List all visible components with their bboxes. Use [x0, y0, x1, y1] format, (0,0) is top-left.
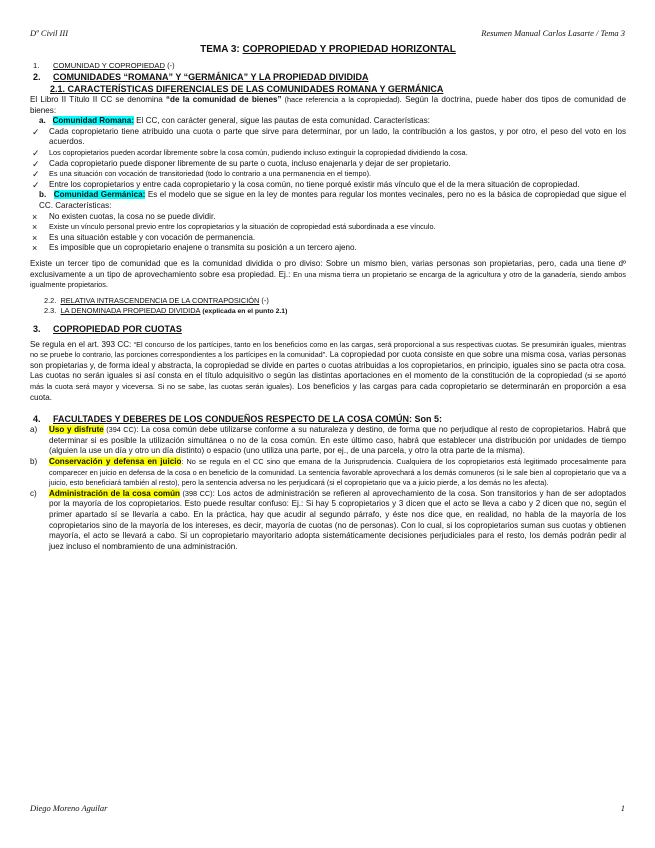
romana-highlight: Comunidad Romana:	[52, 116, 134, 126]
section-2-3-heading: 2.3. LA DENOMINADA PROPIEDAD DIVIDIDA (explicada en el punto 2.1)	[44, 306, 288, 316]
check-icon: ✓	[32, 158, 40, 169]
footer-author: Diego Moreno Aguilar	[30, 803, 108, 813]
page-title	[30, 43, 626, 56]
section-2-1-heading: 2.1. CARACTERÍSTICAS DIFERENCIALES DE LAS COMUNIDADES ROMANA Y GERMÁNICA	[50, 84, 444, 94]
list-item: × Es una situación estable y con vocación de permanencia.	[32, 232, 256, 243]
cross-icon: ×	[32, 232, 38, 243]
list-item: ✓ Es una situación con vocación de transitoriedad (todo lo contrario a una permanencia en el tiempo).	[32, 169, 372, 180]
list-item: ✓ Entre los copropietarios y entre cada copropietario y la cosa común, no tiene porqué existir más vínculo que el de la mera situación de copropiedad.	[32, 179, 580, 190]
list-item: ✓ Cada copropietario puede disponer libremente de su parte o cuota, incluso enajenarla y dejar de ser propietario.	[32, 158, 451, 169]
cross-icon: ×	[32, 243, 38, 254]
uso-highlight: Uso y disfrute	[49, 425, 104, 435]
intro-paragraph: El Libro II Título II CC se denomina “de la comunidad de bienes” (hace referencia a la copropiedad). Según la doctrina, puede haber dos tipos de comunidad de bienes:	[30, 95, 627, 115]
list-item: × No existen cuotas, la cosa no se puede dividir.	[32, 211, 216, 222]
romana-heading: a. Comunidad Romana: El CC, con carácter general, sigue las pautas de esta comunidad. Características:	[39, 116, 430, 126]
list-item: a) Uso y disfrute (394 CC): La cosa común debe utilizarse conforme a su naturaleza y destino, de forma que no perjudique al resto de copropietarios. Habrá que determinar si es posible la utilización simultánea o no de la cosa común. En este último caso, habrá que establecer una distribución por unidades de tiempo (alguien la use un día y otro un día distinto) o espacio (uno utiliza una parte, por ej., de una parcela, y otro la otra parte de la misma).	[30, 425, 626, 456]
list-item: b) Conservación y defensa en juicio: No se regula en el CC sino que emana de la Jurisprudencia. Cualquiera de los copropietarios está legitimado procesalmente para comparecer en juicio en defensa de la cosa o en beneficio de la comunidad. La sentencia favorable aprovechará a los demás comuneros (si le sale bien al copropietario que va a juicio, esto beneficiará también al resto), pero la sentencia adversa no les perjudicará (si el copropietario que va a juicio pierde, a los demás no les afecta).	[30, 457, 626, 488]
romana-list	[30, 127, 626, 191]
check-icon: ✓	[32, 169, 40, 180]
page-number: 1	[620, 803, 625, 813]
conservacion-highlight: Conservación y defensa en juicio	[49, 457, 182, 467]
check-icon: ✓	[32, 179, 40, 190]
cross-icon: ×	[32, 222, 38, 233]
list-item: ✓ Cada copropietario tiene atribuido una cuota o parte que sirve para determinar, por un lado, la contribución a los gastos, y por otro, el peso del voto en los acuerdos.	[32, 126, 626, 147]
section-1-heading: 1. COMUNIDAD Y COPROPIEDAD (-)	[33, 61, 175, 70]
section-4-heading: 4. FACULTADES Y DEBERES DE LOS CONDUEÑOS RESPECTO DE LA COSA COMÚN: Son 5:	[33, 414, 443, 425]
germanica-heading: b. Comunidad Germánica: Es el modelo que se sigue en la ley de montes para regular los montes vecinales, pero no es la básica de copropiedad que sigue el CC. Características:	[39, 190, 626, 210]
cross-icon: ×	[32, 211, 38, 222]
section-3-heading: 3. COPROPIEDAD POR CUOTAS	[33, 323, 182, 334]
list-item: × Existe un vínculo personal previo entre los copropietarios y la situación de copropiedad está subordinada a ese vínculo.	[32, 222, 436, 233]
header-left: Dº Civil III	[30, 28, 69, 38]
page-body	[30, 43, 626, 552]
section-2-heading: 2. COMUNIDADES “ROMANA” Y “GERMÁNICA” Y LA PROPIEDAD DIVIDIDA	[33, 72, 369, 82]
title-main: COPROPIEDAD Y PROPIEDAD HORIZONTAL	[242, 44, 456, 55]
check-icon: ✓	[32, 147, 40, 158]
list-item: c) Administración de la cosa común (398 CC): Los actos de administración se refieren al aprovechamiento de la cosa. Son transitorios y han de ser adoptados por la mayoría de los copropietarios. Esto puede resultar confuso: Ej.: Si hay 5 copropietarios y 3 dicen que el acto se lleva a cabo y 2 dicen que no, según el primer apartado sí se llevaría a cabo. En la práctica, hay que acudir al segundo párrafo, y éste nos dice que, en realidad, no habla de la mayoría de los copropietarios sino de la mayoría de los intereses, es decir, mayoría de cuotas (no de personas). Con lo cual, si los copropietarios suman sus cuotas y obtienen mayoría, el acto se llevará a cabo. Si un copropietario mayoritario adopta sistemáticamente decisiones perjudiciales para el resto, los demás podrán pedir al juez incluso el nombramiento de una administración.	[30, 488, 626, 551]
title-prefix: TEMA 3:	[200, 44, 243, 55]
section-4-list	[30, 425, 626, 552]
check-icon: ✓	[32, 126, 40, 137]
section-3-paragraph: Se regula en el art. 393 CC: “El concurso de los partícipes, tanto en los beneficios como en las cargas, será proporcional a sus respectivas cuotas. Se presumirán iguales, mientras no se pruebe lo contrario, las porciones correspondientes a los partícipes en la comunidad”. La copropiedad por cuota consiste en que sobre una misma cosa, varias personas son propietarias y, de forma ideal y abstracta, la copropiedad se divide en partes o cuotas atribuidas a los copropietarios, en principio, iguales sino se pacta otra cosa. Las cuotas no serán iguales si así consta en el título adquisitivo o según las distintas aportaciones en el momento de la constitución de la copropiedad (si se aportó más la cuota será mayor y viceversa. Si no se sabe, las cuotas serán iguales). Los beneficios y las cargas para cada copropietario se determinarán en proporción a esa cuota.	[30, 339, 627, 402]
germanica-highlight: Comunidad Germánica:	[53, 190, 146, 200]
list-item: ✓ Los copropietarios pueden acordar libremente sobre la cosa común, pudiendo incluso extinguir la copropiedad dividiendo la cosa.	[32, 147, 468, 158]
germanica-list	[30, 212, 626, 254]
page-header	[30, 28, 625, 40]
list-item: × Es imposible que un copropietario enajene o transmita su posición a un tercero ajeno.	[32, 243, 357, 254]
section-2-2-heading: 2.2. RELATIVA INTRASCENDENCIA DE LA CONTRAPOSICIÓN (-)	[44, 295, 269, 305]
tercer-tipo-paragraph: Existe un tercer tipo de comunidad que es la comunidad dividida o pro diviso: Sobre un mismo bien, varias personas son propietarias, pero, cada una tiene dº exclusivamente a un tipo de aprovechamiento sobre esa propiedad. Ej.: En una misma tierra un propietario se encarga de la agricultura y otro de la ganadería, siendo ambos igualmente propietarios.	[30, 258, 626, 290]
administracion-highlight: Administración de la cosa común	[49, 488, 180, 498]
header-right: Resumen Manual Carlos Lasarte / Tema 3	[481, 28, 625, 38]
